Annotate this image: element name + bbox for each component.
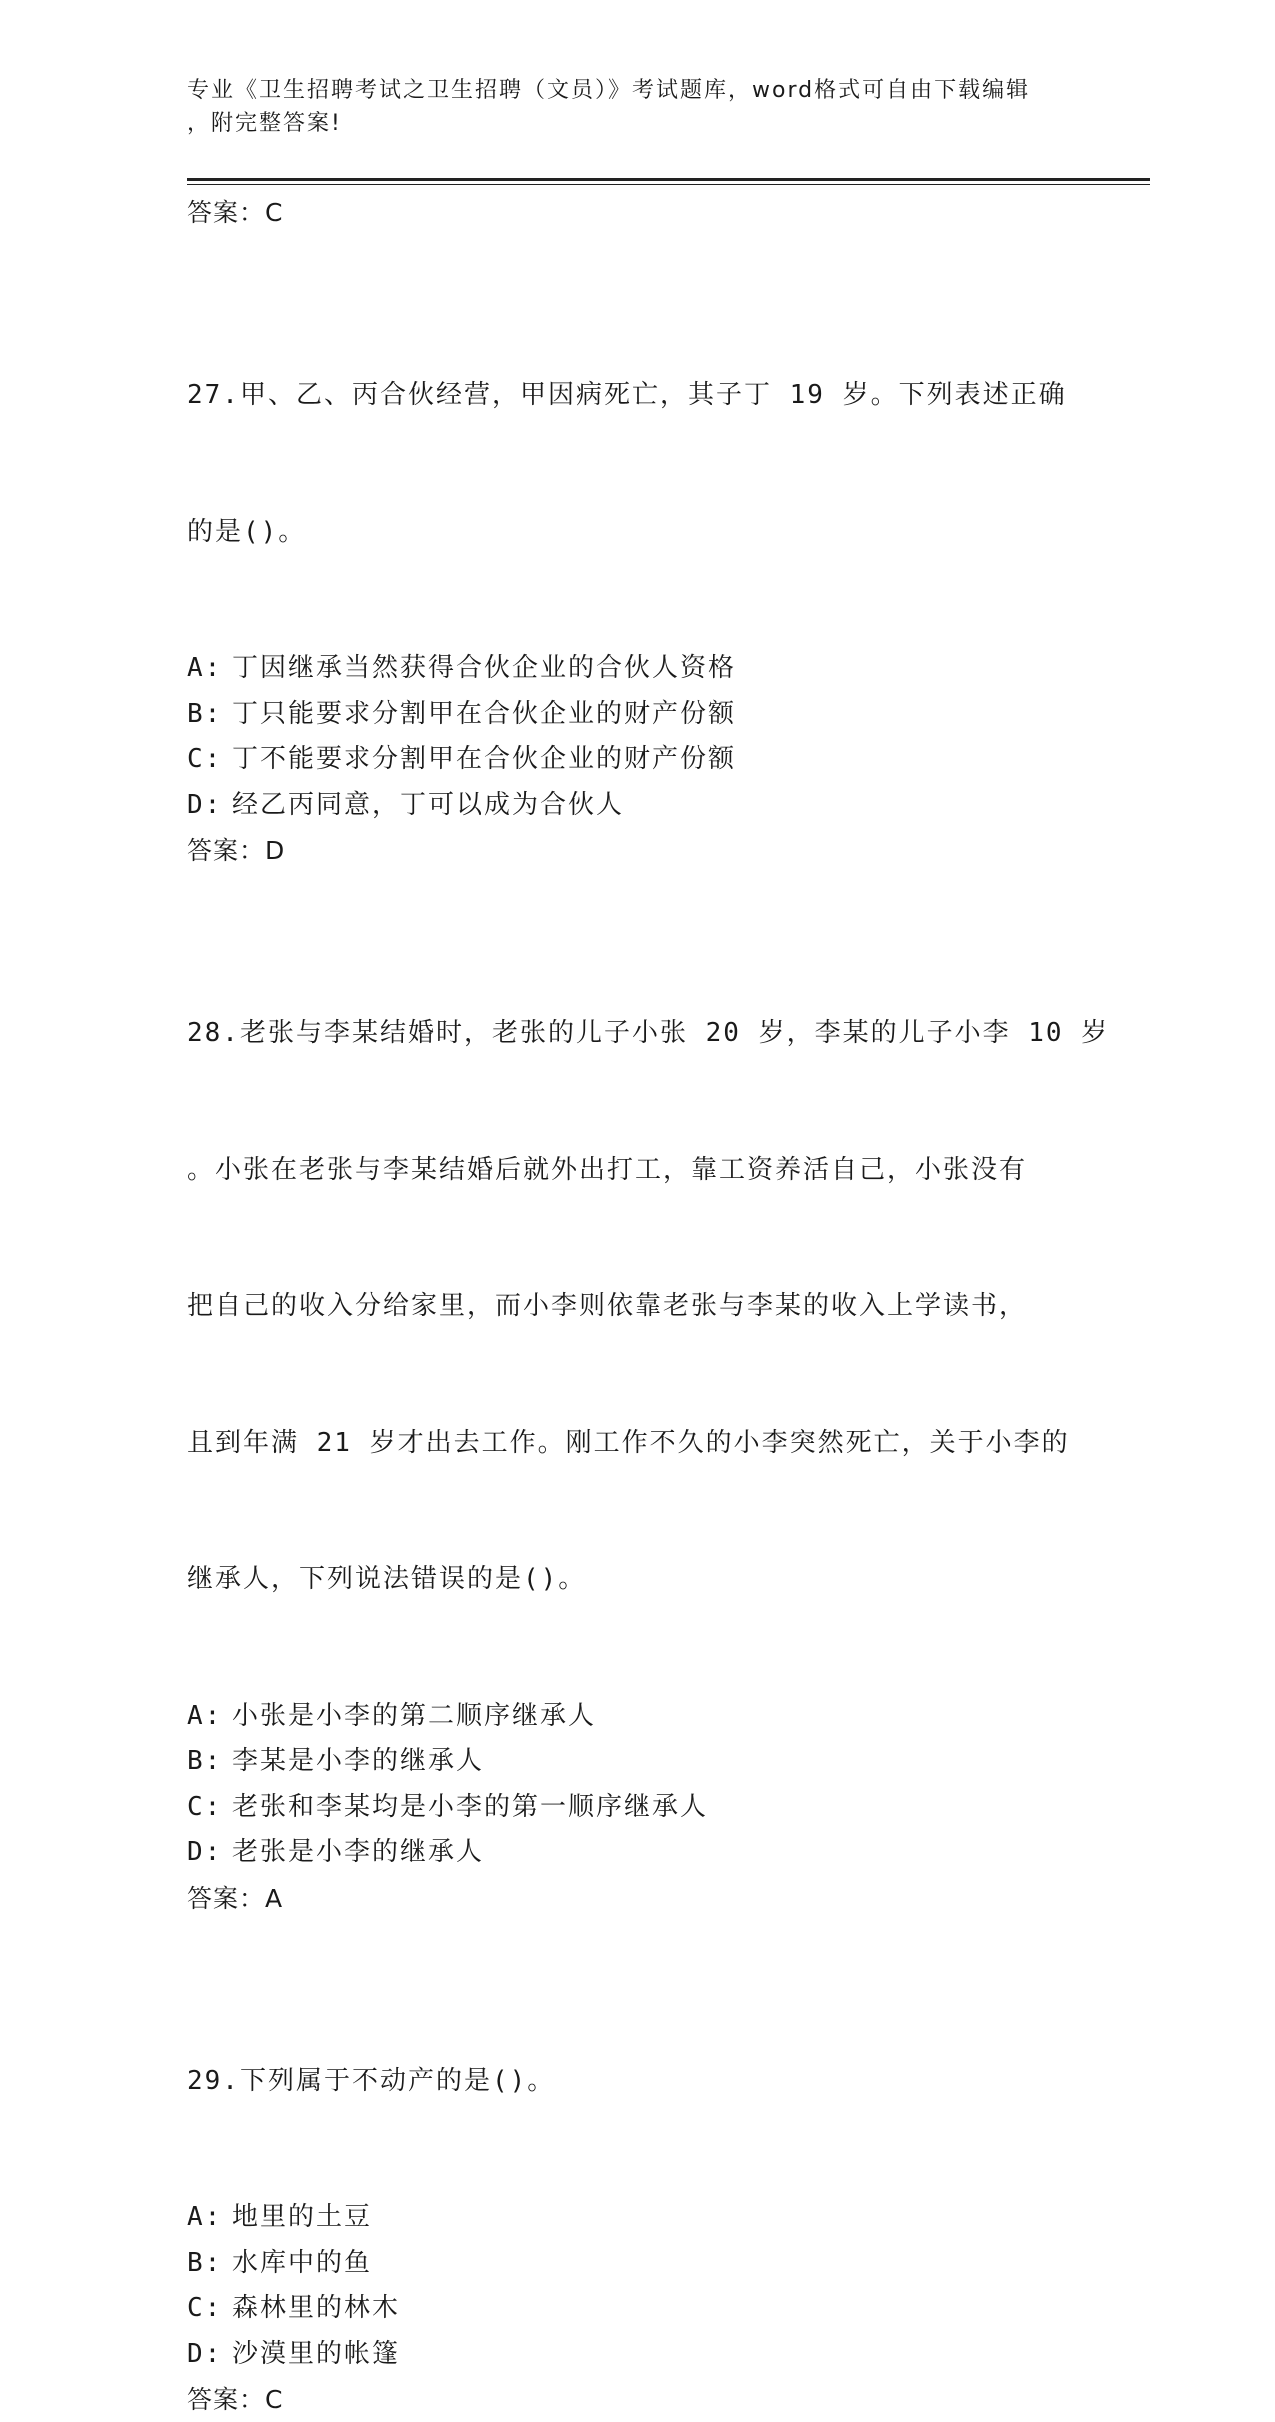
answer-line: [187, 2377, 1087, 2422]
option-text: 丁不能要求分割甲在合伙企业的财产份额: [232, 744, 736, 774]
stem-line: 28.老张与李某结婚时，老张的儿子小张 20 岁，李某的儿子小李 10 岁: [187, 1011, 1087, 1057]
answer-line: [187, 190, 1087, 235]
option-key: D:: [187, 2332, 232, 2378]
option-key: A:: [187, 646, 232, 692]
header-divider-thick: [187, 178, 1150, 181]
stem-line: 27.甲、乙、丙合伙经营，甲因病死亡，其子丁 19 岁。下列表述正确: [187, 373, 1087, 419]
option-a: [187, 646, 1087, 692]
header-line-2: ，附完整答案!: [187, 107, 1087, 140]
option-key: B:: [187, 2241, 232, 2287]
option-key: A:: [187, 1694, 232, 1740]
option-d: [187, 783, 1087, 829]
option-text: 经乙丙同意，丁可以成为合伙人: [232, 790, 624, 820]
answer-label: 答案：: [187, 836, 265, 865]
question-stem: [187, 282, 1087, 646]
option-text: 李某是小李的继承人: [232, 1746, 484, 1776]
option-key: D:: [187, 1830, 232, 1876]
option-text: 沙漠里的帐篷: [232, 2339, 400, 2369]
answer-label: 答案：: [187, 2385, 265, 2414]
answer-label: 答案：: [187, 198, 265, 227]
answer-value: C: [265, 198, 283, 227]
stem-line: 的是()。: [187, 510, 1087, 556]
question-29: [187, 1968, 1087, 2422]
header-line-1: 专业《卫生招聘考试之卫生招聘（文员）》考试题库，word格式可自由下载编辑: [187, 74, 1087, 107]
question-27: [187, 282, 1087, 873]
option-text: 森林里的林木: [232, 2293, 400, 2323]
option-text: 丁因继承当然获得合伙企业的合伙人资格: [232, 653, 736, 683]
answer-label: 答案：: [187, 1884, 265, 1913]
document-body: [187, 190, 1087, 2422]
option-c: [187, 1785, 1087, 1831]
stem-line: 29.下列属于不动产的是()。: [187, 2059, 1087, 2105]
option-text: 老张是小李的继承人: [232, 1837, 484, 1867]
option-b: [187, 692, 1087, 738]
option-key: B:: [187, 1739, 232, 1785]
stem-line: 继承人，下列说法错误的是()。: [187, 1557, 1087, 1603]
option-text: 老张和李某均是小李的第一顺序继承人: [232, 1792, 708, 1822]
answer-value: C: [265, 2385, 283, 2414]
document-header: [187, 74, 1087, 140]
option-b: [187, 2241, 1087, 2287]
option-text: 小张是小李的第二顺序继承人: [232, 1701, 596, 1731]
option-d: [187, 1830, 1087, 1876]
option-text: 丁只能要求分割甲在合伙企业的财产份额: [232, 699, 736, 729]
option-key: C:: [187, 1785, 232, 1831]
option-d: [187, 2332, 1087, 2378]
answer-line: [187, 828, 1087, 873]
answer-value: A: [265, 1884, 283, 1913]
option-b: [187, 1739, 1087, 1785]
option-key: C:: [187, 2286, 232, 2332]
answer-value: D: [265, 836, 285, 865]
answer-line: [187, 1876, 1087, 1921]
option-text: 水库中的鱼: [232, 2248, 372, 2278]
question-stem: [187, 920, 1087, 1694]
option-c: [187, 2286, 1087, 2332]
option-a: [187, 2195, 1087, 2241]
option-key: C:: [187, 737, 232, 783]
option-key: D:: [187, 783, 232, 829]
stem-line: 把自己的收入分给家里，而小李则依靠老张与李某的收入上学读书，: [187, 1284, 1087, 1330]
option-a: [187, 1694, 1087, 1740]
header-divider-thin: [187, 184, 1150, 185]
question-stem: [187, 1968, 1087, 2196]
option-key: B:: [187, 692, 232, 738]
stem-line: 。小张在老张与李某结婚后就外出打工，靠工资养活自己，小张没有: [187, 1148, 1087, 1194]
stem-line: 且到年满 21 岁才出去工作。刚工作不久的小李突然死亡，关于小李的: [187, 1421, 1087, 1467]
question-28: [187, 920, 1087, 1921]
option-key: A:: [187, 2195, 232, 2241]
option-text: 地里的土豆: [232, 2202, 372, 2232]
option-c: [187, 737, 1087, 783]
